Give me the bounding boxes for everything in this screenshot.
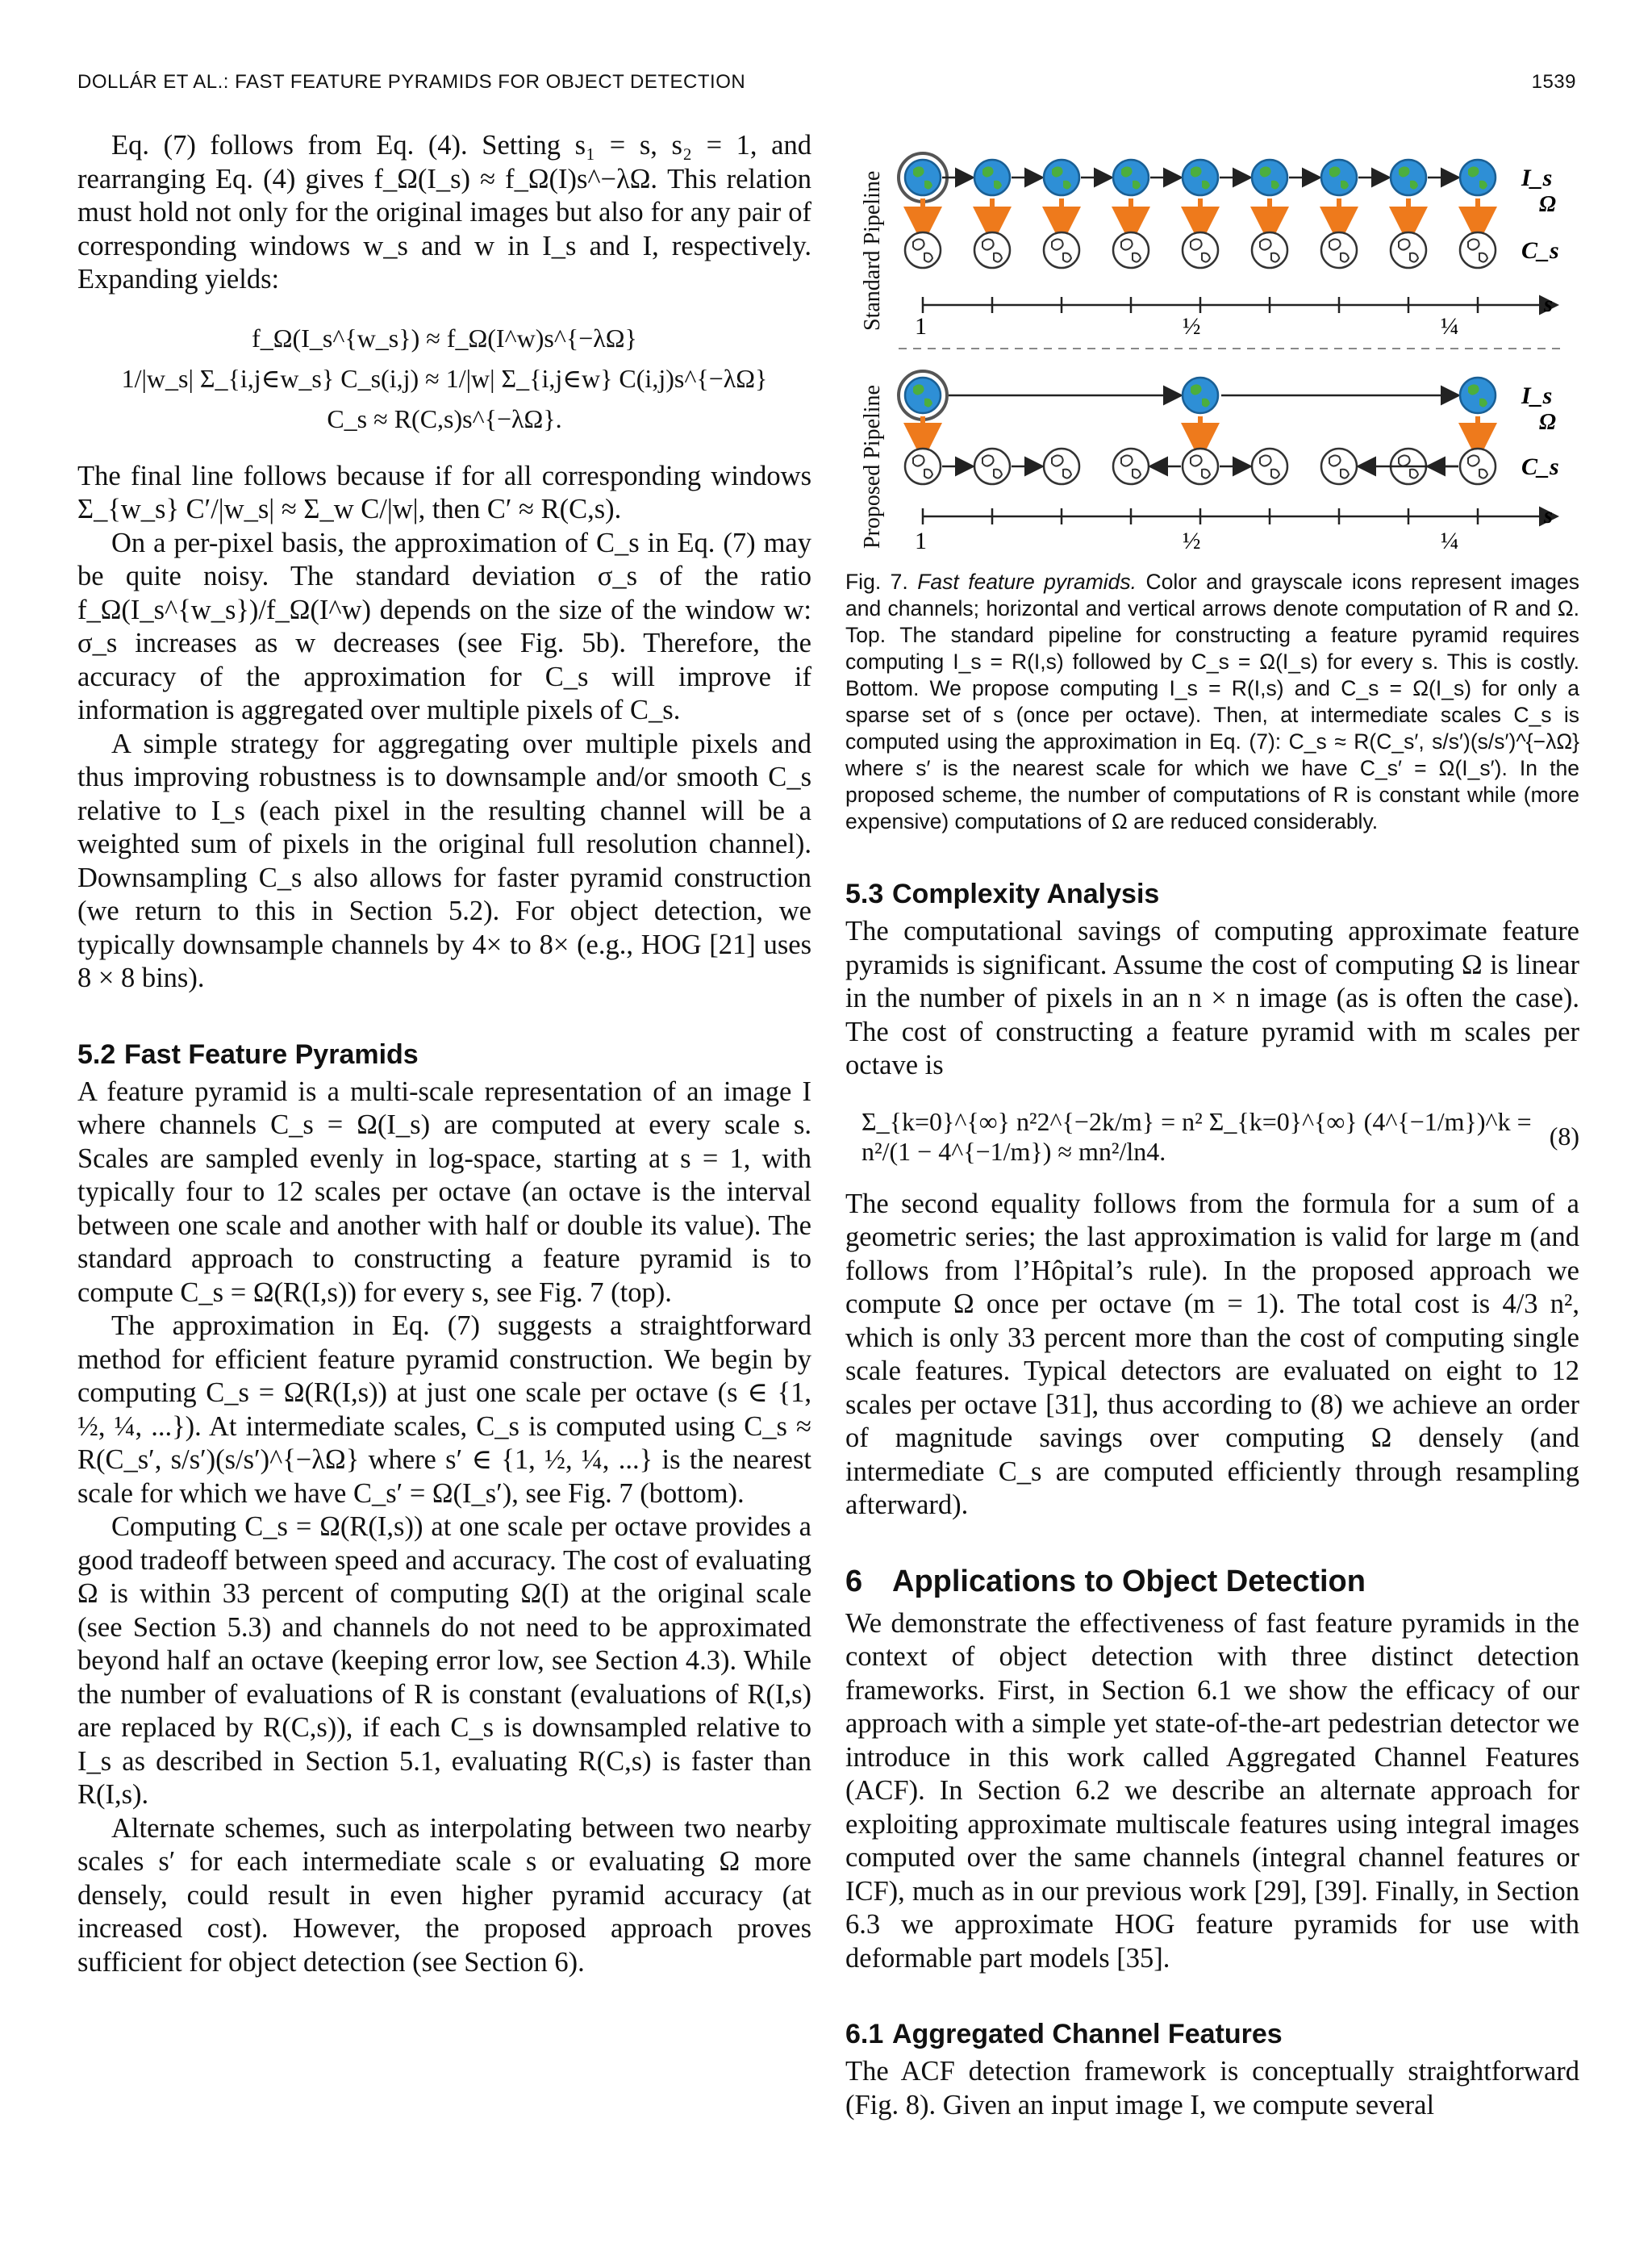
tick-label-quarter-bottom: ¼ <box>1441 528 1459 554</box>
grayscale-globe-icon <box>905 232 941 268</box>
section-heading <box>77 1039 811 1071</box>
tick-label-quarter-top: ¼ <box>1441 313 1459 340</box>
paragraph: The approximation in Eq. (7) suggests a straightforward method for efficient feature pyramid construction. We begin by computing C_s = Ω(R(I,s)) at just one scale per octave (s ∈ {1, ½, ¼, ...}). At intermediate scales, C_s is computed using C_s ≈ R(C_s′, s/s′)(s/s′)^{−λΩ} where s′ ∈ {1, ½, ¼, ...} is the nearest scale for which we have C_s′ = Ω(I_s′), see Fig. 7 (bottom). <box>77 1310 811 1509</box>
section-title: Complexity Analysis <box>892 879 1160 909</box>
equation-line: C_s ≈ R(C,s)s^{−λΩ}. <box>327 403 562 433</box>
section-number: 5.2 <box>77 1038 116 1070</box>
color-globe-icon <box>974 160 1010 195</box>
grayscale-globe-icon <box>974 449 1010 484</box>
grayscale-globe-icon <box>1113 449 1149 484</box>
color-globe-icon <box>1252 160 1287 195</box>
color-globe-icon <box>1044 160 1079 195</box>
paragraph: A feature pyramid is a multi-scale representation of an image I where channels C_s = Ω(I_s) are computed at every scale s. Scales are sampled evenly in log-space, starting at s = 1, with typically four to 12 scales per octave (an octave is the interval between one scale and another with half or double its value). The standard approach to constructing a feature pyramid is to compute C_s = Ω(R(I,s)) for every s, see Fig. 7 (top). <box>77 1076 811 1308</box>
color-globe-icon <box>905 378 941 413</box>
paragraph: We demonstrate the effectiveness of fast feature pyramids in the context of object detection with three distinct detection frameworks. First, in Section 6.1 we show the efficacy of our approach with a simple yet state-of-the-art pedestrian detector we introduce in this work called Aggregated Channel Features (ACF). In Section 6.2 we describe an alternate approach for exploiting approximate multiscale features using integral images computed over the same channels (integral channel features or ICF), much as in our previous work [29], [39]. Finally, in Section 6.3 we approximate HOG feature pyramids for use with deformable part models [35]. <box>845 1607 1579 1974</box>
grayscale-globe-icon <box>1460 449 1496 484</box>
grayscale-globe-icon <box>1183 232 1218 268</box>
grayscale-globe-icon <box>1252 232 1287 268</box>
equation-block <box>77 318 811 439</box>
page-number: 1539 <box>1531 71 1576 93</box>
paragraph: Computing C_s = Ω(R(I,s)) at one scale per octave provides a good tradeoff between speed and accuracy. The cost of evaluating Ω is within 33 percent of computing Ω(I) at the original scale (see Section 5.3) and channels do not need to be approximated beyond half an octave (keeping error low, see Section 4.3). While the number of evaluations of R is constant (evaluations of R(I,s) are replaced by R(C,s)), if each C_s is downsampled relative to I_s as described in Section 5.1, evaluating R(C,s) is faster than R(I,s). <box>77 1511 811 1810</box>
caption-body: Color and grayscale icons represent images and channels; horizontal and vertical arrows denote computation of R and Ω. Top. The standard pipeline for constructing a feature pyramid requires computing I_s = R(I,s) followed by C_s = Ω(I_s) for every s. This is costly. Bottom. We propose computing I_s = R(I,s) and C_s = Ω(I_s) for only a sparse set of s (once per octave). Then, at intermediate scales C_s is computed using the approximation in Eq. (7): C_s ≈ R(C_s′, s/s′)(s/s′)^{−λΩ} where s′ is the nearest scale for which we have C_s′ = Ω(I_s′). In the proposed scheme, the number of computations of R is constant while (more expensive) computations of Ω are reduced considerably. <box>845 570 1579 833</box>
grayscale-globe-icon <box>1252 449 1287 484</box>
section-title: Fast Feature Pyramids <box>124 1038 419 1070</box>
grayscale-globe-icon <box>1044 449 1079 484</box>
standard-pipeline-diagram <box>899 153 1555 313</box>
color-globe-icon <box>905 160 941 195</box>
section-title: Applications to Object Detection <box>892 1564 1366 1598</box>
paragraph: On a per-pixel basis, the approximation of C_s in Eq. (7) may be quite noisy. The standard deviation σ_s of the ratio f_Ω(I_s^{w_s})/f_Ω(I^w) depends on the size of the window w: σ_s increases as w decreases (see Fig. 5b). Therefore, the accuracy of the approximation for C_s will improve if information is aggregated over multiple pixels of C_s. <box>77 527 811 725</box>
tick-label-half-top: ½ <box>1183 313 1201 340</box>
pipeline-label-proposed: Proposed Pipeline <box>860 385 885 549</box>
label-I-top: I_s <box>1521 165 1553 191</box>
caption-lead: Fig. 7. <box>845 570 908 594</box>
label-C-top: C_s <box>1521 237 1559 264</box>
section-title: Aggregated Channel Features <box>892 2019 1283 2049</box>
proposed-pipeline-diagram <box>899 371 1555 524</box>
section-number: 6.1 <box>845 2019 884 2049</box>
tick-label-half-bottom: ½ <box>1183 528 1201 554</box>
color-globe-icon <box>1321 160 1357 195</box>
paragraph: The final line follows because if for all corresponding windows Σ_{w_s} C′/|w_s| ≈ Σ_w C/|w|, then C′ ≈ R(C,s). <box>77 460 811 524</box>
grayscale-globe-icon <box>905 449 941 484</box>
color-globe-icon <box>1183 378 1218 413</box>
paragraph: Alternate schemes, such as interpolating between two nearby scales s′ for each intermediate scale s or evaluating Ω more densely, could result in even higher pyramid accuracy (at increased cost). However, the proposed approach proves sufficient for object detection (see Section 6). <box>77 1812 811 1978</box>
axis-label-s-top: s <box>1544 292 1553 317</box>
left-column <box>77 129 811 1979</box>
color-globe-icon <box>1460 378 1496 413</box>
label-omega-top: Ω <box>1539 192 1556 217</box>
equation-number: (8) <box>1549 1122 1579 1151</box>
section-number: 5.3 <box>845 879 884 909</box>
color-globe-icon <box>1391 160 1426 195</box>
label-omega-bottom: Ω <box>1539 410 1556 435</box>
section-heading <box>845 2019 1579 2050</box>
figure-caption <box>845 569 1579 835</box>
running-title: DOLLÁR ET AL.: FAST FEATURE PYRAMIDS FOR OBJECT DETECTION <box>77 71 746 93</box>
grayscale-globe-icon <box>1183 449 1218 484</box>
paragraph: A simple strategy for aggregating over multiple pixels and thus improving robustness is to downsample and/or smooth C_s relative to I_s (each pixel in the resulting channel will be a weighted sum of pixels in the original full resolution channel). Downsampling C_s also allows for faster pyramid construction (we return to this in Section 5.2). For object detection, we typically downsample channels by 4× to 8× (e.g., HOG [21] uses 8 × 8 bins). <box>77 728 811 993</box>
grayscale-globe-icon <box>1113 232 1149 268</box>
paragraph: The computational savings of computing approximate feature pyramids is significant. Assume the cost of computing Ω is linear in the number of pixels in an n × n image (as is often the case). The cost of constructing a feature pyramid with m scales per octave is <box>845 916 1579 1080</box>
color-globe-icon <box>1113 160 1149 195</box>
figure-7 <box>845 137 1579 557</box>
caption-title: Fast feature pyramids. <box>917 570 1137 594</box>
color-globe-icon <box>1183 160 1218 195</box>
pipeline-label-standard: Standard Pipeline <box>860 170 885 331</box>
tick-label-1-top: 1 <box>915 313 927 340</box>
paragraph: Eq. (7) follows from Eq. (4). Setting s₁ = s, s₂ = 1, and rearranging Eq. (4) gives f_Ω(I_s) ≈ f_Ω(I)s^−λΩ. This relation must hold not only for the original images but also for any pair of corresponding windows w_s and w in I_s and I, respectively. Expanding yields: <box>77 130 811 295</box>
tick-label-1-bottom: 1 <box>915 528 927 554</box>
grayscale-globe-icon <box>1321 449 1357 484</box>
color-globe-icon <box>1460 160 1496 195</box>
equation-8 <box>861 1107 1579 1167</box>
equation-line: f_Ω(I_s^{w_s}) ≈ f_Ω(I^w)s^{−λΩ} <box>252 323 637 353</box>
grayscale-globe-icon <box>1391 232 1426 268</box>
grayscale-globe-icon <box>974 232 1010 268</box>
axis-label-s-bottom: s <box>1544 503 1553 528</box>
running-header <box>77 71 1576 94</box>
grayscale-globe-icon <box>1321 232 1357 268</box>
section-heading <box>845 879 1579 910</box>
paragraph: The second equality follows from the formula for a sum of a geometric series; the last approximation is valid for large m (and follows from l’Hôpital’s rule). In the proposed approach we compute Ω once per octave (m = 1). The total cost is 4/3 n², which is only 33 percent more than the cost of computing single scale features. Typical detectors are evaluated on eight to 12 scales per octave [31], thus according to (8) we achieve an order of magnitude savings over computing Ω densely (and intermediate C_s are computed efficiently through resampling afterward). <box>845 1188 1579 1520</box>
section-number: 6 <box>845 1564 863 1598</box>
right-column <box>845 137 1579 2122</box>
paragraph: The ACF detection framework is conceptually straightforward (Fig. 8). Given an input image I, we compute several <box>845 2056 1579 2120</box>
grayscale-globe-icon <box>1460 232 1496 268</box>
grayscale-globe-icon <box>1044 232 1079 268</box>
section-heading <box>845 1565 1579 1599</box>
label-I-bottom: I_s <box>1521 382 1553 409</box>
equation-body: Σ_{k=0}^{∞} n²2^{−2k/m} = n² Σ_{k=0}^{∞} (4^{−1/m})^k = n²/(1 − 4^{−1/m}) ≈ mn²/ln4. <box>861 1106 1532 1166</box>
label-C-bottom: C_s <box>1521 453 1559 480</box>
equation-line: 1/|w_s| Σ_{i,j∈w_s} C_s(i,j) ≈ 1/|w| Σ_{i,j∈w} C(i,j)s^{−λΩ} <box>121 363 768 393</box>
